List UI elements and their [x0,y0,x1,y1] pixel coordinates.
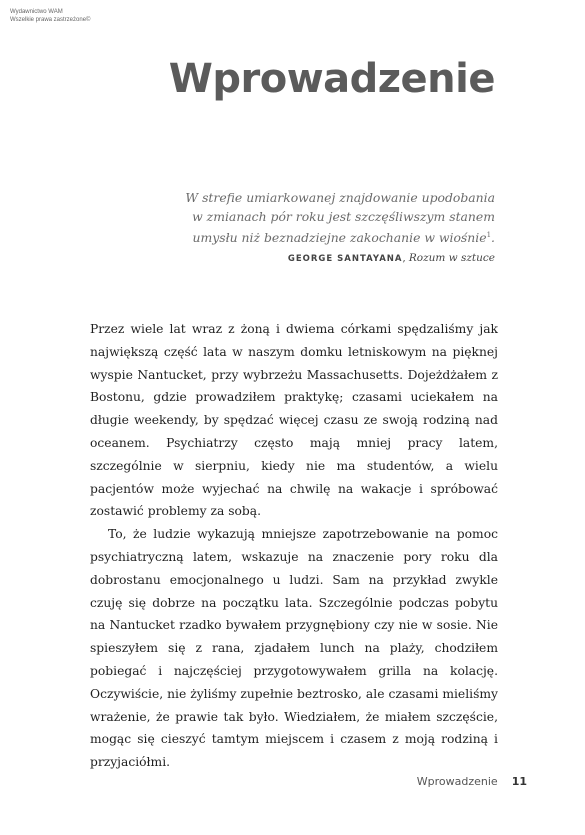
body-text [90,318,498,774]
page-footer [417,775,527,788]
watermark-line-1: Wydawnictwo WAM [10,9,63,15]
footnote-marker[interactable]: 1 [486,231,492,239]
paragraph-1: Przez wiele lat wraz z żoną i dwiema córkami spędzaliśmy jak największą część lata w naszym domku letniskowym na pięknej wyspie Nantucket, przy wybrzeżu Massachusetts. Dojeżdżałem z Bostonu, gdzie prowadziłem praktykę; czasami uciekałem na długie weekendy, by spędzać więcej czasu ze swoją rodziną nad oceanem. Psychiatrzy często mają mniej pracy latem, szczególnie w sierpniu, kiedy nie ma studentów, a wielu pacjentów może wyjechać na chwilę na wakacje i spróbować zostawić problemy za sobą. [90,322,498,519]
watermark [10,8,90,24]
epigraph-author: GEORGE SANTAYANA [287,254,403,264]
epigraph-line-3-text: umysłu niż beznadziejne zakochanie w wiośnie [192,230,487,246]
epigraph-line-1: W strefie umiarkowanej znajdowanie upodobania [185,190,495,205]
watermark-line-2: Wszelkie prawa zastrzeżone© [10,17,91,23]
epigraph-book-title: Rozum w sztuce [408,252,495,264]
running-head: Wprowadzenie [416,775,498,788]
epigraph-attribution [288,252,495,264]
epigraph [165,188,495,247]
epigraph-line-3-end: . [491,230,495,246]
epigraph-line-2: w zmianach pór roku jest szczęśliwszym stanem [192,209,495,224]
chapter-title: Wprowadzenie [168,56,495,102]
epigraph-line-3 [165,226,495,247]
paragraph-2: To, że ludzie wykazują mniejsze zapotrzebowanie na pomoc psychiatryczną latem, wskazuje na znaczenie pory roku dla dobrostanu emocjonalnego u ludzi. Sam na przykład zwykle czuję się dobrze na początku lata. Szczególnie podczas pobytu na Nantucket rzadko bywałem przygnębiony czy nie w sosie. Nie spieszyłem się z rana, zjadałem lunch na plaży, chodziłem pobiegać i najczęściej przygotowywałem grilla na kolację. Oczywiście, nie żyliśmy zupełnie beztrosko, ale czasami mieliśmy wrażenie, że prawie tak było. Wiedziałem, że miałem szczęście, mogąc się cieszyć tamtym miejscem i czasem z moją rodziną i przyjaciółmi. [90,527,498,770]
attribution-separator: , [402,253,406,264]
page-number: 11 [511,775,527,788]
